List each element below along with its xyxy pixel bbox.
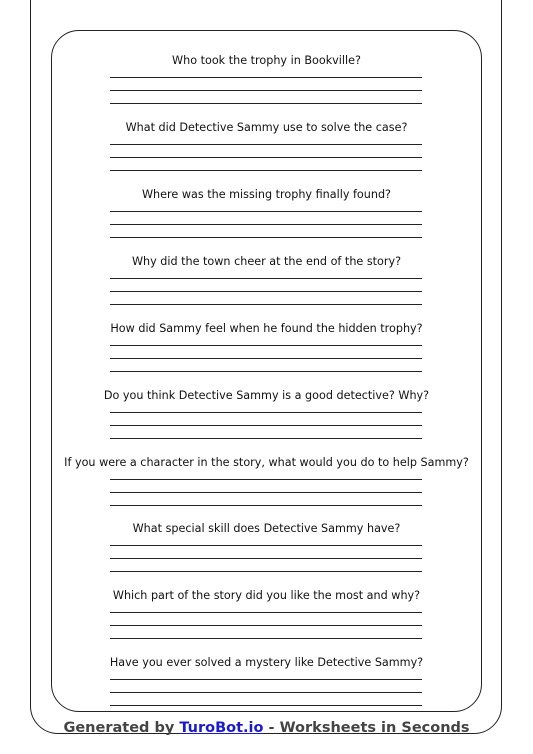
answer-line[interactable] [110,571,422,572]
answer-line[interactable] [110,345,422,346]
answer-line[interactable] [110,425,422,426]
answer-line[interactable] [110,90,422,91]
answer-line[interactable] [110,438,422,439]
answer-line[interactable] [110,358,422,359]
question-7-text: If you were a character in the story, what would you do to help Sammy? [64,456,469,469]
answer-line[interactable] [110,705,422,706]
answer-line[interactable] [110,304,422,305]
question-10-text: Have you ever solved a mystery like Detective Sammy? [109,656,424,669]
answer-line[interactable] [110,612,422,613]
question-block [0,456,533,516]
answer-line[interactable] [110,492,422,493]
answer-line[interactable] [110,237,422,238]
answer-line[interactable] [110,505,422,506]
question-2-text: What did Detective Sammy use to solve the case? [125,121,408,134]
answer-line[interactable] [110,692,422,693]
answer-line[interactable] [110,638,422,639]
answer-line[interactable] [110,211,422,212]
question-9-text: Which part of the story did you like the most and why? [112,589,421,602]
answer-line[interactable] [110,545,422,546]
turobot-link[interactable]: TuroBot.io [179,720,264,736]
answer-line[interactable] [110,224,422,225]
answer-line[interactable] [110,371,422,372]
question-block [0,121,533,181]
question-block [0,389,533,449]
question-4-text: Why did the town cheer at the end of the story? [131,255,402,268]
question-block [0,656,533,716]
answer-line[interactable] [110,412,422,413]
footer-prefix: Generated by [63,720,180,736]
answer-line[interactable] [110,291,422,292]
answer-line[interactable] [110,558,422,559]
question-block [0,54,533,114]
question-5-text: How did Sammy feel when he found the hidden trophy? [110,322,423,335]
answer-line[interactable] [110,679,422,680]
answer-line[interactable] [110,479,422,480]
question-block [0,188,533,248]
question-block [0,589,533,649]
question-block [0,522,533,582]
answer-line[interactable] [110,278,422,279]
answer-line[interactable] [110,625,422,626]
answer-line[interactable] [110,77,422,78]
answer-line[interactable] [110,170,422,171]
answer-line[interactable] [110,157,422,158]
question-block [0,322,533,382]
question-1-text: Who took the trophy in Bookville? [172,54,361,67]
question-block [0,255,533,315]
question-6-text: Do you think Detective Sammy is a good detective? Why? [103,389,430,402]
footer-credit [0,719,533,737]
answer-line[interactable] [110,103,422,104]
question-8-text: What special skill does Detective Sammy have? [132,522,401,535]
footer-suffix: - Worksheets in Seconds [263,720,470,736]
question-3-text: Where was the missing trophy finally found? [142,188,391,201]
answer-line[interactable] [110,144,422,145]
